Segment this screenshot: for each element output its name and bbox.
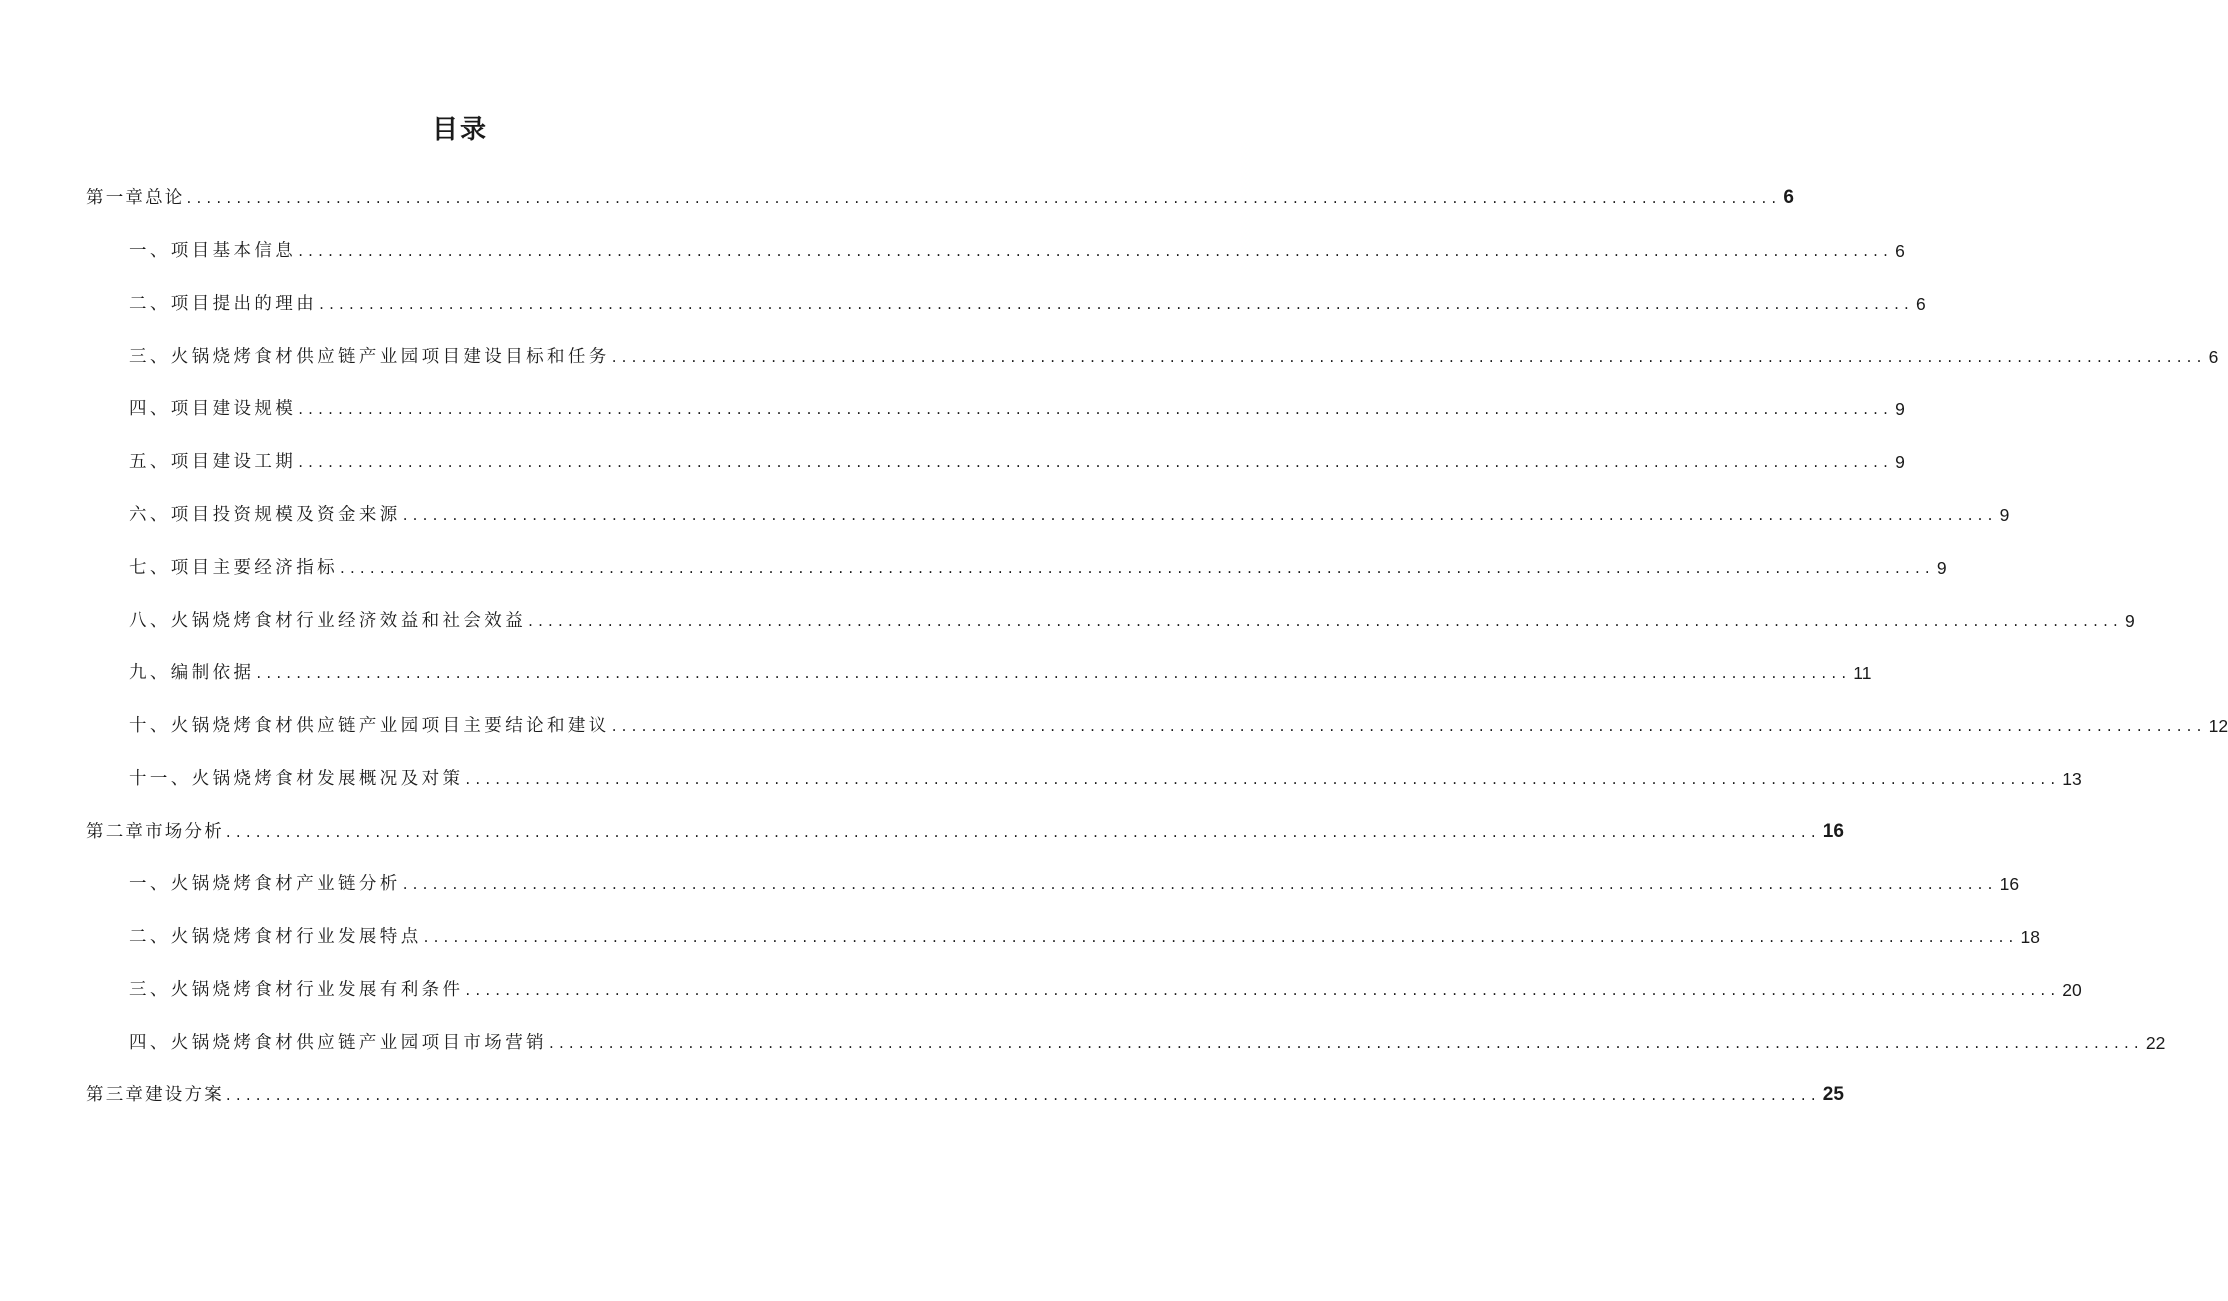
toc-entry-page: 9 [1895,399,1905,419]
toc-entry[interactable] [129,342,2219,372]
dot-leader: ................................................................................................................................................................ [340,559,1935,577]
dot-leader: ................................................................................................................................................................ [298,400,1894,418]
toc-entry-page: 18 [2020,927,2040,947]
toc-entry[interactable] [129,658,1872,688]
dot-leader: ................................................................................................................................................................ [319,295,1914,313]
toc-entry[interactable] [129,975,2082,1005]
toc-entry[interactable] [129,500,2010,530]
dot-leader: ................................................................................................................................................................ [225,823,1821,841]
toc-entry[interactable] [129,1028,2166,1058]
dot-leader: ................................................................................................................................................................ [611,717,2207,735]
toc-entry[interactable] [86,817,1844,847]
toc-entry-page: 9 [2125,611,2135,631]
toc-entry[interactable] [129,922,2040,952]
toc-entry-title: 二、火锅烧烤食材行业发展特点 [129,927,422,947]
toc-entry-title: 三、火锅烧烤食材行业发展有利条件 [129,980,464,1000]
toc-entry-title: 第二章市场分析 [86,822,224,842]
toc-entry[interactable] [129,553,1947,583]
toc-entry-page: 9 [1999,505,2010,525]
dot-leader: ................................................................................................................................................................ [298,453,1894,471]
dot-leader: ................................................................................................................................................................ [465,770,2061,788]
dot-leader: ................................................................................................................................................................ [402,506,1998,524]
toc-entry[interactable] [129,289,1926,319]
toc-entry[interactable] [129,394,1905,424]
dot-leader: ................................................................................................................................................................ [465,981,2061,999]
toc-entry-page: 25 [1822,1084,1844,1105]
toc-entry-page: 12 [2208,716,2228,736]
toc-entry-title: 二、项目提出的理由 [129,294,318,314]
toc-entry-page: 11 [1853,663,1872,683]
dot-leader: ................................................................................................................................................................ [225,1086,1821,1104]
toc-entry-page: 6 [1916,294,1926,314]
page-title: 目录 [431,115,488,145]
dot-leader: ................................................................................................................................................................ [549,1034,2144,1052]
toc-entry-title: 三、火锅烧烤食材供应链产业园项目建设目标和任务 [129,347,610,367]
toc-entry[interactable] [86,183,1794,213]
toc-entry-title: 九、编制依据 [129,663,255,683]
dot-leader: ................................................................................................................................................................ [186,189,1782,207]
toc-entry-page: 6 [2208,347,2219,367]
toc-entry-title: 四、火锅烧烤食材供应链产业园项目市场营销 [129,1033,547,1053]
toc-entry-title: 五、项目建设工期 [129,452,297,472]
toc-entry[interactable] [129,711,2228,741]
toc-entry-title: 一、火锅烧烤食材产业链分析 [129,874,401,894]
toc-entry-page: 20 [2062,980,2082,1000]
toc-entry[interactable] [129,869,2020,899]
toc-entry-page: 6 [1783,187,1794,208]
toc-entry-title: 四、项目建设规模 [129,399,297,419]
dot-leader: ................................................................................................................................................................ [402,875,1998,893]
toc-entry-title: 十一、火锅烧烤食材发展概况及对策 [129,769,464,789]
dot-leader: ................................................................................................................................................................ [298,242,1894,260]
toc-entry-title: 一、项目基本信息 [129,241,297,261]
toc-entry-page: 6 [1895,241,1905,261]
toc-entry-page: 16 [1999,874,2020,894]
dot-leader: ................................................................................................................................................................ [423,928,2019,946]
toc-entry-page: 16 [1822,821,1844,842]
toc-entry[interactable] [86,1080,1844,1110]
toc-entry-page: 22 [2145,1033,2166,1053]
dot-leader: ................................................................................................................................................................ [611,348,2207,366]
toc-entry-page: 13 [2062,769,2082,789]
toc-entry-title: 八、火锅烧烤食材行业经济效益和社会效益 [129,611,527,631]
toc-entry-page: 9 [1936,558,1947,578]
toc-entry[interactable] [129,764,2082,794]
toc-entry-title: 十、火锅烧烤食材供应链产业园项目主要结论和建议 [129,716,610,736]
toc-entry[interactable] [129,447,1905,477]
toc-entry[interactable] [129,236,1905,266]
toc-entry-title: 第一章总论 [86,188,185,208]
dot-leader: ................................................................................................................................................................ [528,612,2123,630]
toc-entry[interactable] [129,606,2135,636]
dot-leader: ................................................................................................................................................................ [256,664,1852,682]
toc-entry-title: 第三章建设方案 [86,1085,224,1105]
toc-entry-title: 六、项目投资规模及资金来源 [129,505,401,525]
toc-entry-page: 9 [1895,452,1905,472]
toc-entry-title: 七、项目主要经济指标 [129,558,338,578]
